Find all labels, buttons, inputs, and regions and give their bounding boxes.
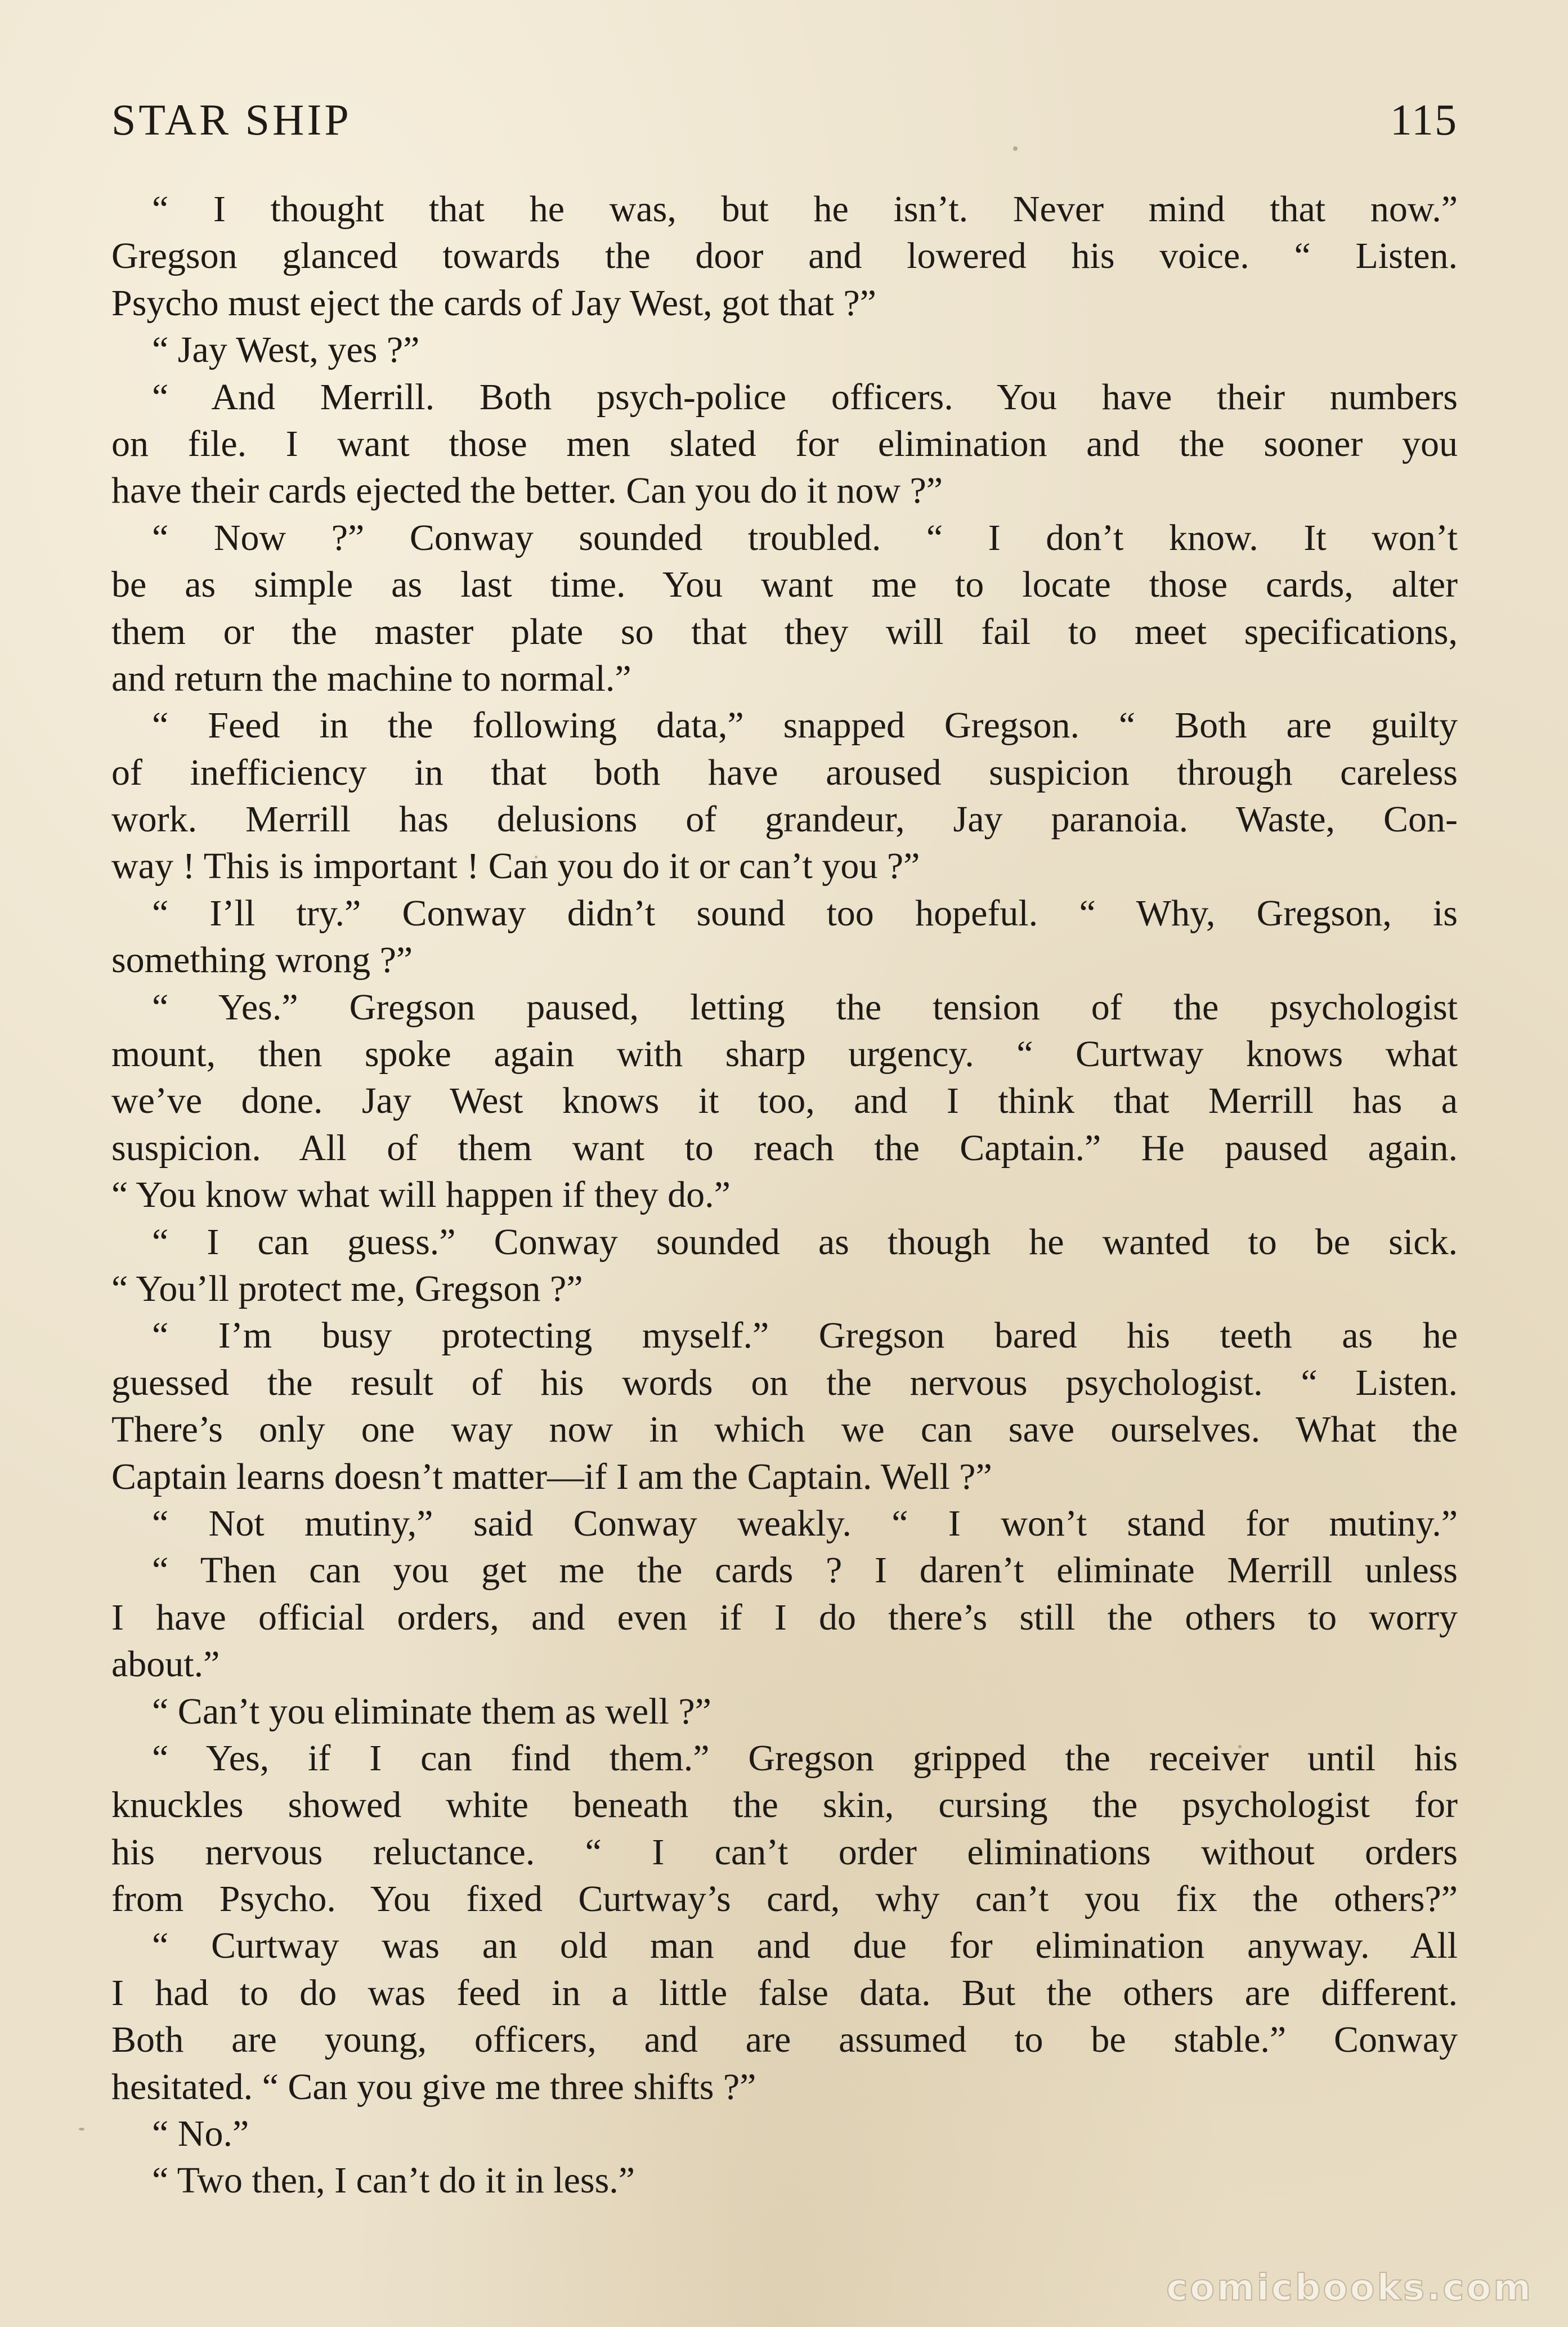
text-line: on file. I want those men slated for elimination and the sooner you [111,423,1458,464]
text-line: There’s only one way now in which we can save ourselves. What the [111,1409,1458,1451]
text-line: about.” [111,1644,220,1685]
text-line: “ Feed in the following data,” snapped Gregson. “ Both are guilty [152,705,1458,746]
text-line: guessed the result of his words on the nervous psychologist. “ Listen. [111,1362,1458,1403]
text-line: from Psycho. You fixed Curtway’s card, why can’t you fix the others?” [111,1878,1458,1920]
body-text [111,186,1458,2204]
text-line: “ I thought that he was, but he isn’t. Never mind that now.” [152,189,1458,230]
paper-speck [79,2128,84,2131]
text-line: Psycho must eject the cards of Jay West, got that ?” [111,282,876,324]
text-line: “ Curtway was an old man and due for elimination anyway. All [152,1925,1458,1967]
text-line: Both are young, officers, and are assumed to be stable.” Conway [111,2019,1458,2061]
text-line: “ Yes, if I can find them.” Gregson gripped the receiver until his [152,1737,1458,1779]
text-line: work. Merrill has delusions of grandeur, Jay paranoia. Waste, Con- [111,799,1458,840]
watermark-logo: comicbooks.com [1166,2267,1533,2309]
text-line: suspicion. All of them want to reach the Captain.” He paused again. [111,1127,1458,1169]
paper-speck [1013,146,1018,151]
text-line: “ I’ll try.” Conway didn’t sound too hopeful. “ Why, Gregson, is [152,892,1458,934]
text-line: “ And Merrill. Both psych-police officers. You have their numbers [152,376,1458,418]
text-line: “ You’ll protect me, Gregson ?” [111,1268,583,1309]
text-line: something wrong ?” [111,939,413,981]
text-line: knuckles showed white beneath the skin, cursing the psychologist for [111,1784,1458,1826]
running-title: STAR SHIP [111,95,352,144]
text-line: way ! This is important ! Can you do it or can’t you ?” [111,845,920,887]
running-head [111,89,1458,151]
text-line: them or the master plate so that they will fail to meet specifications, [111,611,1458,652]
text-line: his nervous reluctance. “ I can’t order eliminations without orders [111,1831,1458,1873]
text-line: of inefficiency in that both have aroused suspicion through careless [111,751,1458,793]
text-line: and return the machine to normal.” [111,657,631,699]
text-line: “ Yes.” Gregson paused, letting the tension of the psychologist [152,986,1458,1028]
text-line: I had to do was feed in a little false data. But the others are different. [111,1972,1458,2013]
text-line: “ Not mutiny,” said Conway weakly. “ I won’t stand for mutiny.” [152,1502,1458,1544]
paper-speck [535,856,537,858]
text-line: have their cards ejected the better. Can you do it now ?” [111,470,943,512]
text-line: Captain learns doesn’t matter—if I am the Captain. Well ?” [111,1456,992,1497]
text-line: I have official orders, and even if I do there’s still the others to worry [111,1596,1458,1638]
text-line: “ Can’t you eliminate them as well ?” [152,1690,711,1732]
text-line: “ I can guess.” Conway sounded as though he wanted to be sick. [152,1221,1458,1263]
text-line: “ I’m busy protecting myself.” Gregson bared his teeth as he [152,1315,1458,1357]
text-line: we’ve done. Jay West knows it too, and I think that Merrill has a [111,1080,1458,1122]
text-line: Gregson glanced towards the door and lowered his voice. “ Listen. [111,235,1458,277]
text-line: “ Now ?” Conway sounded troubled. “ I don’t know. It won’t [152,517,1458,558]
text-line: be as simple as last time. You want me to locate those cards, alter [111,564,1458,606]
text-line: “ No.” [152,2113,249,2155]
text-line: mount, then spoke again with sharp urgency. “ Curtway knows what [111,1033,1458,1075]
paper-speck [1238,1745,1242,1748]
text-line: “ Two then, I can’t do it in less.” [152,2160,635,2201]
text-line: “ Then can you get me the cards ? I daren’t eliminate Merrill unless [152,1550,1458,1591]
text-line: “ You know what will happen if they do.” [111,1174,731,1216]
page-number: 115 [1390,95,1458,144]
text-line: “ Jay West, yes ?” [152,329,420,371]
text-line: hesitated. “ Can you give me three shifts ?” [111,2066,756,2107]
